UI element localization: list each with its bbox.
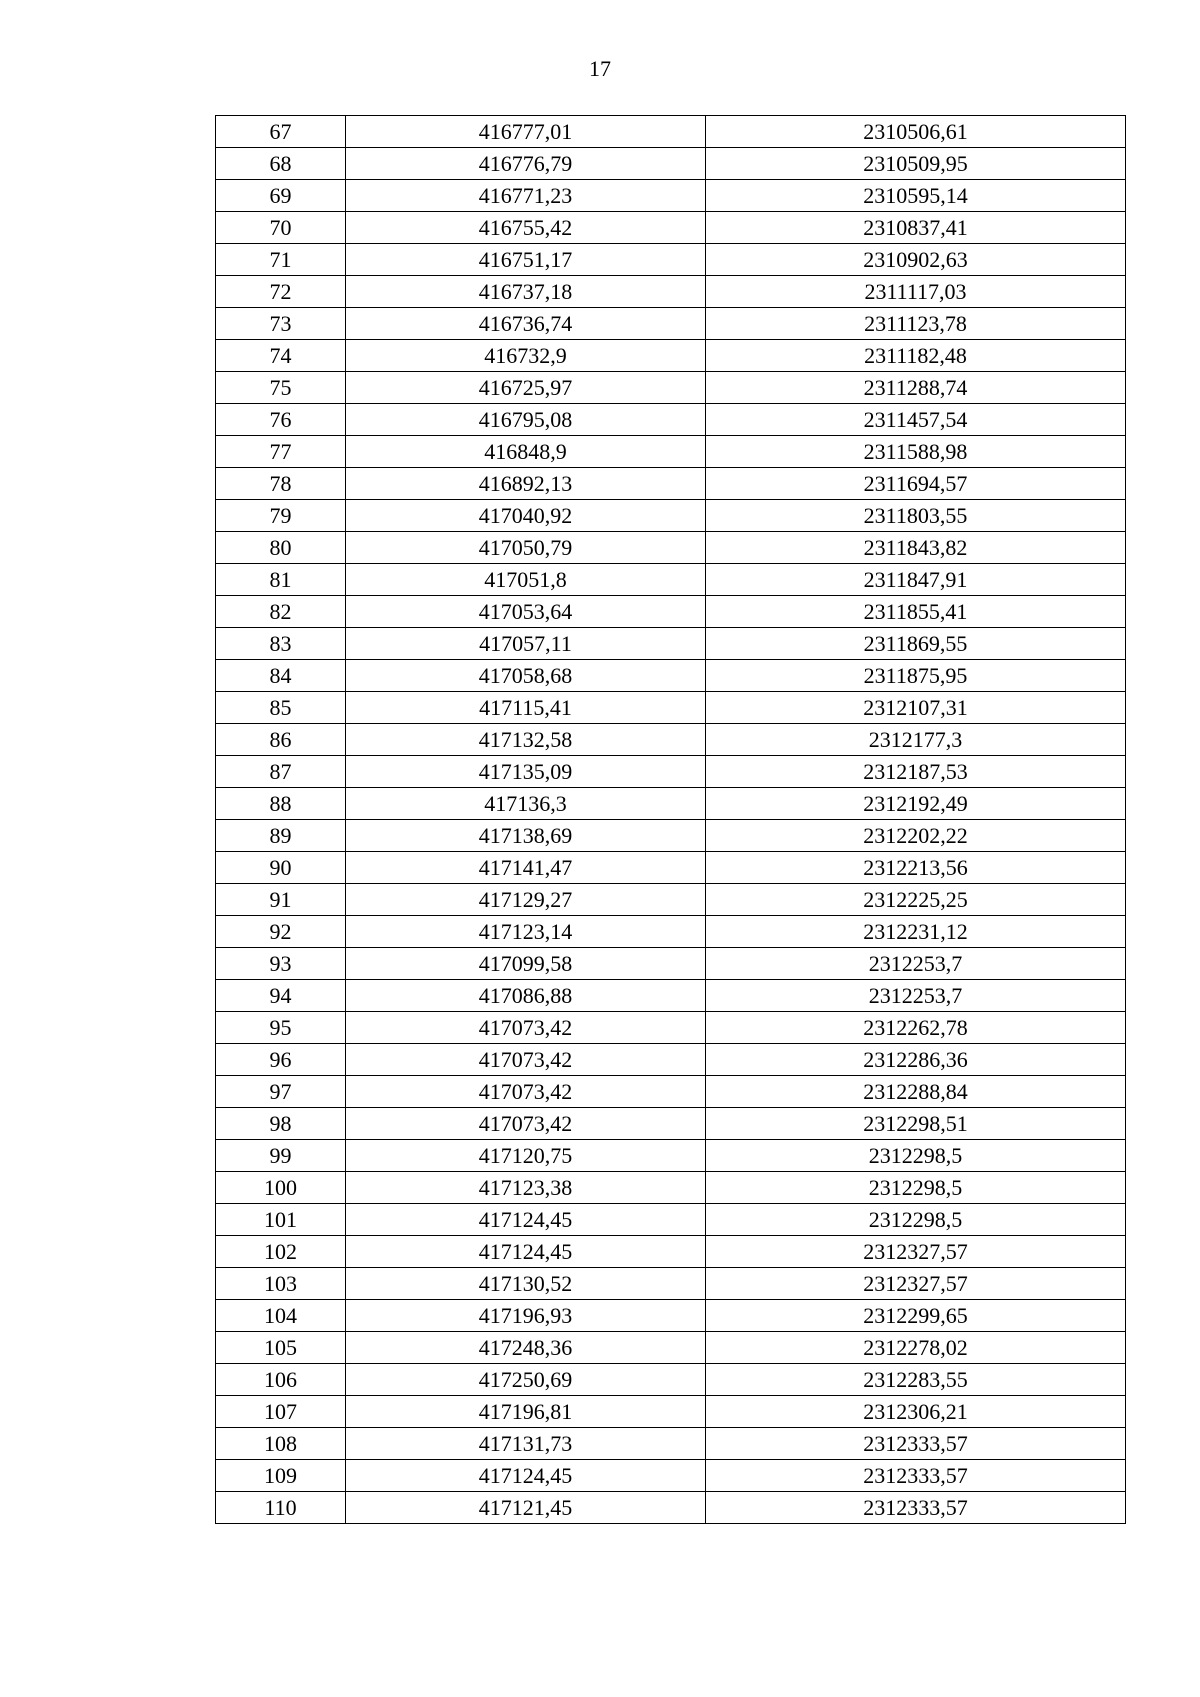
point-number-cell: 93	[216, 948, 346, 980]
y-coordinate-cell: 2310506,61	[706, 116, 1126, 148]
y-coordinate-cell: 2311847,91	[706, 564, 1126, 596]
y-coordinate-cell: 2312327,57	[706, 1268, 1126, 1300]
y-coordinate-cell: 2312253,7	[706, 980, 1126, 1012]
x-coordinate-cell: 416795,08	[346, 404, 706, 436]
x-coordinate-cell: 416725,97	[346, 372, 706, 404]
x-coordinate-cell: 416755,42	[346, 212, 706, 244]
point-number-cell: 67	[216, 116, 346, 148]
x-coordinate-cell: 417196,81	[346, 1396, 706, 1428]
y-coordinate-cell: 2312306,21	[706, 1396, 1126, 1428]
x-coordinate-cell: 416732,9	[346, 340, 706, 372]
x-coordinate-cell: 417129,27	[346, 884, 706, 916]
point-number-cell: 108	[216, 1428, 346, 1460]
table-row	[216, 692, 1126, 724]
y-coordinate-cell: 2311855,41	[706, 596, 1126, 628]
y-coordinate-cell: 2311803,55	[706, 500, 1126, 532]
x-coordinate-cell: 417040,92	[346, 500, 706, 532]
point-number-cell: 82	[216, 596, 346, 628]
y-coordinate-cell: 2312298,5	[706, 1172, 1126, 1204]
y-coordinate-cell: 2311869,55	[706, 628, 1126, 660]
table-row	[216, 1268, 1126, 1300]
table-row	[216, 1044, 1126, 1076]
point-number-cell: 71	[216, 244, 346, 276]
point-number-cell: 87	[216, 756, 346, 788]
x-coordinate-cell: 417053,64	[346, 596, 706, 628]
x-coordinate-cell: 417131,73	[346, 1428, 706, 1460]
y-coordinate-cell: 2310509,95	[706, 148, 1126, 180]
y-coordinate-cell: 2312278,02	[706, 1332, 1126, 1364]
point-number-cell: 91	[216, 884, 346, 916]
table-row	[216, 116, 1126, 148]
x-coordinate-cell: 417250,69	[346, 1364, 706, 1396]
point-number-cell: 69	[216, 180, 346, 212]
table-row	[216, 148, 1126, 180]
table-row	[216, 852, 1126, 884]
x-coordinate-cell: 416751,17	[346, 244, 706, 276]
point-number-cell: 105	[216, 1332, 346, 1364]
y-coordinate-cell: 2312202,22	[706, 820, 1126, 852]
table-row	[216, 436, 1126, 468]
point-number-cell: 86	[216, 724, 346, 756]
x-coordinate-cell: 416737,18	[346, 276, 706, 308]
y-coordinate-cell: 2312286,36	[706, 1044, 1126, 1076]
x-coordinate-cell: 417135,09	[346, 756, 706, 788]
table-row	[216, 1236, 1126, 1268]
y-coordinate-cell: 2312262,78	[706, 1012, 1126, 1044]
point-number-cell: 95	[216, 1012, 346, 1044]
point-number-cell: 84	[216, 660, 346, 692]
x-coordinate-cell: 417123,38	[346, 1172, 706, 1204]
table-row	[216, 1076, 1126, 1108]
y-coordinate-cell: 2311875,95	[706, 660, 1126, 692]
point-number-cell: 73	[216, 308, 346, 340]
table-row	[216, 980, 1126, 1012]
table-row	[216, 468, 1126, 500]
x-coordinate-cell: 417051,8	[346, 564, 706, 596]
y-coordinate-cell: 2312253,7	[706, 948, 1126, 980]
y-coordinate-cell: 2312333,57	[706, 1492, 1126, 1524]
y-coordinate-cell: 2311123,78	[706, 308, 1126, 340]
point-number-cell: 81	[216, 564, 346, 596]
point-number-cell: 88	[216, 788, 346, 820]
y-coordinate-cell: 2311694,57	[706, 468, 1126, 500]
point-number-cell: 98	[216, 1108, 346, 1140]
table-row	[216, 1108, 1126, 1140]
x-coordinate-cell: 417196,93	[346, 1300, 706, 1332]
table-row	[216, 1140, 1126, 1172]
coordinates-table	[215, 115, 1126, 1524]
table-row	[216, 500, 1126, 532]
table-row	[216, 1332, 1126, 1364]
y-coordinate-cell: 2311288,74	[706, 372, 1126, 404]
x-coordinate-cell: 417130,52	[346, 1268, 706, 1300]
point-number-cell: 90	[216, 852, 346, 884]
y-coordinate-cell: 2312288,84	[706, 1076, 1126, 1108]
point-number-cell: 80	[216, 532, 346, 564]
point-number-cell: 106	[216, 1364, 346, 1396]
x-coordinate-cell: 417123,14	[346, 916, 706, 948]
point-number-cell: 104	[216, 1300, 346, 1332]
x-coordinate-cell: 417115,41	[346, 692, 706, 724]
table-row	[216, 660, 1126, 692]
x-coordinate-cell: 417124,45	[346, 1204, 706, 1236]
x-coordinate-cell: 417120,75	[346, 1140, 706, 1172]
point-number-cell: 89	[216, 820, 346, 852]
table-row	[216, 532, 1126, 564]
y-coordinate-cell: 2311182,48	[706, 340, 1126, 372]
x-coordinate-cell: 416848,9	[346, 436, 706, 468]
y-coordinate-cell: 2312333,57	[706, 1460, 1126, 1492]
y-coordinate-cell: 2312177,3	[706, 724, 1126, 756]
x-coordinate-cell: 417248,36	[346, 1332, 706, 1364]
y-coordinate-cell: 2312298,5	[706, 1140, 1126, 1172]
y-coordinate-cell: 2312299,65	[706, 1300, 1126, 1332]
point-number-cell: 74	[216, 340, 346, 372]
point-number-cell: 79	[216, 500, 346, 532]
table-row	[216, 948, 1126, 980]
table-row	[216, 244, 1126, 276]
point-number-cell: 85	[216, 692, 346, 724]
point-number-cell: 78	[216, 468, 346, 500]
x-coordinate-cell: 417073,42	[346, 1076, 706, 1108]
point-number-cell: 97	[216, 1076, 346, 1108]
table-row	[216, 1492, 1126, 1524]
y-coordinate-cell: 2312225,25	[706, 884, 1126, 916]
point-number-cell: 101	[216, 1204, 346, 1236]
table-row	[216, 916, 1126, 948]
point-number-cell: 72	[216, 276, 346, 308]
x-coordinate-cell: 416776,79	[346, 148, 706, 180]
table-row	[216, 212, 1126, 244]
x-coordinate-cell: 417073,42	[346, 1044, 706, 1076]
point-number-cell: 77	[216, 436, 346, 468]
point-number-cell: 99	[216, 1140, 346, 1172]
y-coordinate-cell: 2312192,49	[706, 788, 1126, 820]
point-number-cell: 100	[216, 1172, 346, 1204]
x-coordinate-cell: 417124,45	[346, 1236, 706, 1268]
table-row	[216, 180, 1126, 212]
point-number-cell: 102	[216, 1236, 346, 1268]
table-row	[216, 1012, 1126, 1044]
y-coordinate-cell: 2312107,31	[706, 692, 1126, 724]
point-number-cell: 110	[216, 1492, 346, 1524]
y-coordinate-cell: 2312231,12	[706, 916, 1126, 948]
table-row	[216, 596, 1126, 628]
x-coordinate-cell: 417121,45	[346, 1492, 706, 1524]
table-row	[216, 788, 1126, 820]
x-coordinate-cell: 417136,3	[346, 788, 706, 820]
x-coordinate-cell: 416777,01	[346, 116, 706, 148]
table-row	[216, 1460, 1126, 1492]
table-row	[216, 1172, 1126, 1204]
x-coordinate-cell: 417132,58	[346, 724, 706, 756]
x-coordinate-cell: 417138,69	[346, 820, 706, 852]
x-coordinate-cell: 417073,42	[346, 1012, 706, 1044]
point-number-cell: 76	[216, 404, 346, 436]
x-coordinate-cell: 416736,74	[346, 308, 706, 340]
table-row	[216, 1204, 1126, 1236]
point-number-cell: 75	[216, 372, 346, 404]
table-row	[216, 1300, 1126, 1332]
x-coordinate-cell: 417073,42	[346, 1108, 706, 1140]
table-row	[216, 1396, 1126, 1428]
point-number-cell: 92	[216, 916, 346, 948]
table-row	[216, 564, 1126, 596]
point-number-cell: 103	[216, 1268, 346, 1300]
x-coordinate-cell: 416892,13	[346, 468, 706, 500]
point-number-cell: 107	[216, 1396, 346, 1428]
coordinates-table-body	[216, 116, 1126, 1524]
y-coordinate-cell: 2312327,57	[706, 1236, 1126, 1268]
x-coordinate-cell: 416771,23	[346, 180, 706, 212]
table-row	[216, 820, 1126, 852]
table-row	[216, 404, 1126, 436]
y-coordinate-cell: 2310837,41	[706, 212, 1126, 244]
y-coordinate-cell: 2310902,63	[706, 244, 1126, 276]
point-number-cell: 70	[216, 212, 346, 244]
y-coordinate-cell: 2312298,51	[706, 1108, 1126, 1140]
x-coordinate-cell: 417086,88	[346, 980, 706, 1012]
y-coordinate-cell: 2312298,5	[706, 1204, 1126, 1236]
table-row	[216, 372, 1126, 404]
table-row	[216, 756, 1126, 788]
y-coordinate-cell: 2311457,54	[706, 404, 1126, 436]
table-row	[216, 884, 1126, 916]
point-number-cell: 68	[216, 148, 346, 180]
point-number-cell: 83	[216, 628, 346, 660]
table-row	[216, 340, 1126, 372]
x-coordinate-cell: 417058,68	[346, 660, 706, 692]
y-coordinate-cell: 2311588,98	[706, 436, 1126, 468]
x-coordinate-cell: 417057,11	[346, 628, 706, 660]
x-coordinate-cell: 417124,45	[346, 1460, 706, 1492]
table-row	[216, 1428, 1126, 1460]
y-coordinate-cell: 2312187,53	[706, 756, 1126, 788]
y-coordinate-cell: 2311843,82	[706, 532, 1126, 564]
x-coordinate-cell: 417050,79	[346, 532, 706, 564]
y-coordinate-cell: 2312333,57	[706, 1428, 1126, 1460]
x-coordinate-cell: 417099,58	[346, 948, 706, 980]
y-coordinate-cell: 2310595,14	[706, 180, 1126, 212]
page-number: 17	[589, 56, 611, 81]
point-number-cell: 96	[216, 1044, 346, 1076]
table-row	[216, 308, 1126, 340]
table-row	[216, 724, 1126, 756]
x-coordinate-cell: 417141,47	[346, 852, 706, 884]
table-row	[216, 276, 1126, 308]
y-coordinate-cell: 2312213,56	[706, 852, 1126, 884]
y-coordinate-cell: 2312283,55	[706, 1364, 1126, 1396]
table-row	[216, 628, 1126, 660]
point-number-cell: 109	[216, 1460, 346, 1492]
y-coordinate-cell: 2311117,03	[706, 276, 1126, 308]
point-number-cell: 94	[216, 980, 346, 1012]
table-row	[216, 1364, 1126, 1396]
